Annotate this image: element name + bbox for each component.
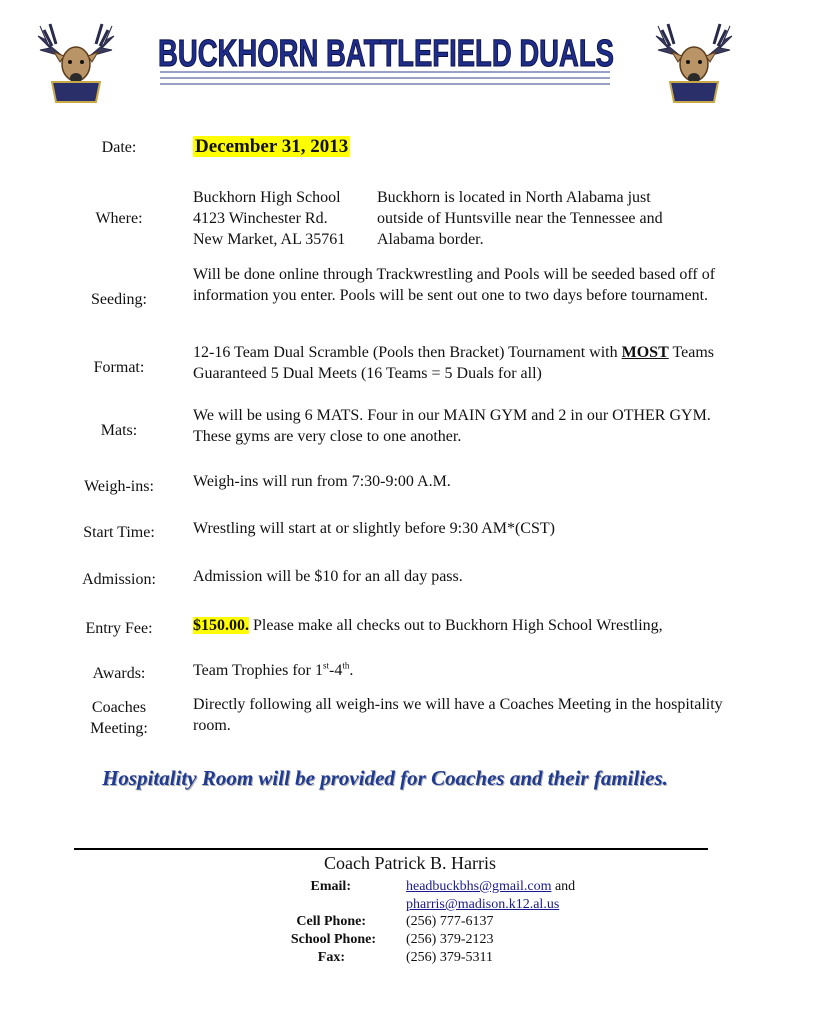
date-value: December 31, 2013 <box>195 136 349 157</box>
start-time-value: Wrestling will start at or slightly before 9:30 AM*(CST) <box>193 520 555 537</box>
entry-fee-label: Entry Fee: <box>85 620 153 637</box>
school-phone-label: School Phone: <box>290 932 376 947</box>
buckhorn-deer-logo-right <box>648 14 740 106</box>
where-note <box>377 187 663 250</box>
email-link-secondary[interactable]: pharris@madison.k12.al.us <box>406 897 560 912</box>
location-note-line: Alabama border. <box>377 231 484 248</box>
cell-phone-label: Cell Phone: <box>296 914 366 929</box>
fax-label: Fax: <box>317 950 345 965</box>
weighins-label: Weigh-ins: <box>84 478 154 495</box>
event-title-banner <box>150 22 622 86</box>
location-note-line: Buckhorn is located in North Alabama just <box>377 189 651 206</box>
address-line: 4123 Winchester Rd. <box>193 210 328 227</box>
seeding-label: Seeding: <box>91 291 147 308</box>
address-line: Buckhorn High School <box>193 189 341 206</box>
where-address <box>193 187 345 250</box>
email-link-primary[interactable]: headbuckbhs@gmail.com <box>406 879 552 894</box>
location-note-line: outside of Huntsville near the Tennessee and <box>377 210 663 227</box>
format-label: Format: <box>93 359 145 376</box>
email-line: headbuckbhs@gmail.com and <box>406 879 576 894</box>
admission-label: Admission: <box>82 571 156 588</box>
most-emphasis: MOST <box>621 344 669 361</box>
weighins-value: Weigh-ins will run from 7:30-9:00 A.M. <box>193 473 451 490</box>
coaches-meeting-label: Coaches Meeting: <box>90 699 148 737</box>
where-label: Where: <box>95 210 143 227</box>
fax-value: (256) 379-5311 <box>406 950 493 965</box>
divider <box>74 848 708 850</box>
email-label: Email: <box>310 879 351 894</box>
address-line: New Market, AL 35761 <box>193 231 346 248</box>
coaches-meeting-value: Directly following all weigh-ins we will have a Coaches Meeting in the hospitality room. <box>193 696 723 734</box>
format-value: 12-16 Team Dual Scramble (Pools then Bracket) Tournament with MOST Teams Guaranteed 5 Dual Meets (16 Teams = 5 Duals for all) <box>193 344 714 382</box>
date-label: Date: <box>101 139 137 156</box>
seeding-value: Will be done online through Trackwrestling and Pools will be seeded based off of information you enter. Pools will be sent out one to two days before tournament. <box>193 266 716 304</box>
coach-name: Coach Patrick B. Harris <box>324 853 496 873</box>
school-phone-value: (256) 379-2123 <box>406 932 494 947</box>
hospitality-banner: Hospitality Room will be provided for Coaches and their families. <box>102 766 668 790</box>
event-title: BUCKHORN BATTLEFIELD DUALS <box>158 33 614 75</box>
mats-value: We will be using 6 MATS. Four in our MAIN GYM and 2 in our OTHER GYM. These gyms are very close to one another. <box>193 407 711 445</box>
awards-value: Team Trophies for 1st-4th. <box>193 660 354 679</box>
admission-value: Admission will be $10 for an all day pass. <box>193 568 463 585</box>
buckhorn-deer-logo-left <box>30 14 122 106</box>
cell-phone-value: (256) 777-6137 <box>406 914 494 929</box>
entry-fee-amount: $150.00. <box>193 617 249 634</box>
awards-label: Awards: <box>92 665 146 682</box>
entry-fee-value: $150.00. Please make all checks out to Buckhorn High School Wrestling, <box>193 617 663 634</box>
mats-label: Mats: <box>100 422 138 439</box>
start-time-label: Start Time: <box>83 524 155 541</box>
contact-block <box>0 878 770 968</box>
